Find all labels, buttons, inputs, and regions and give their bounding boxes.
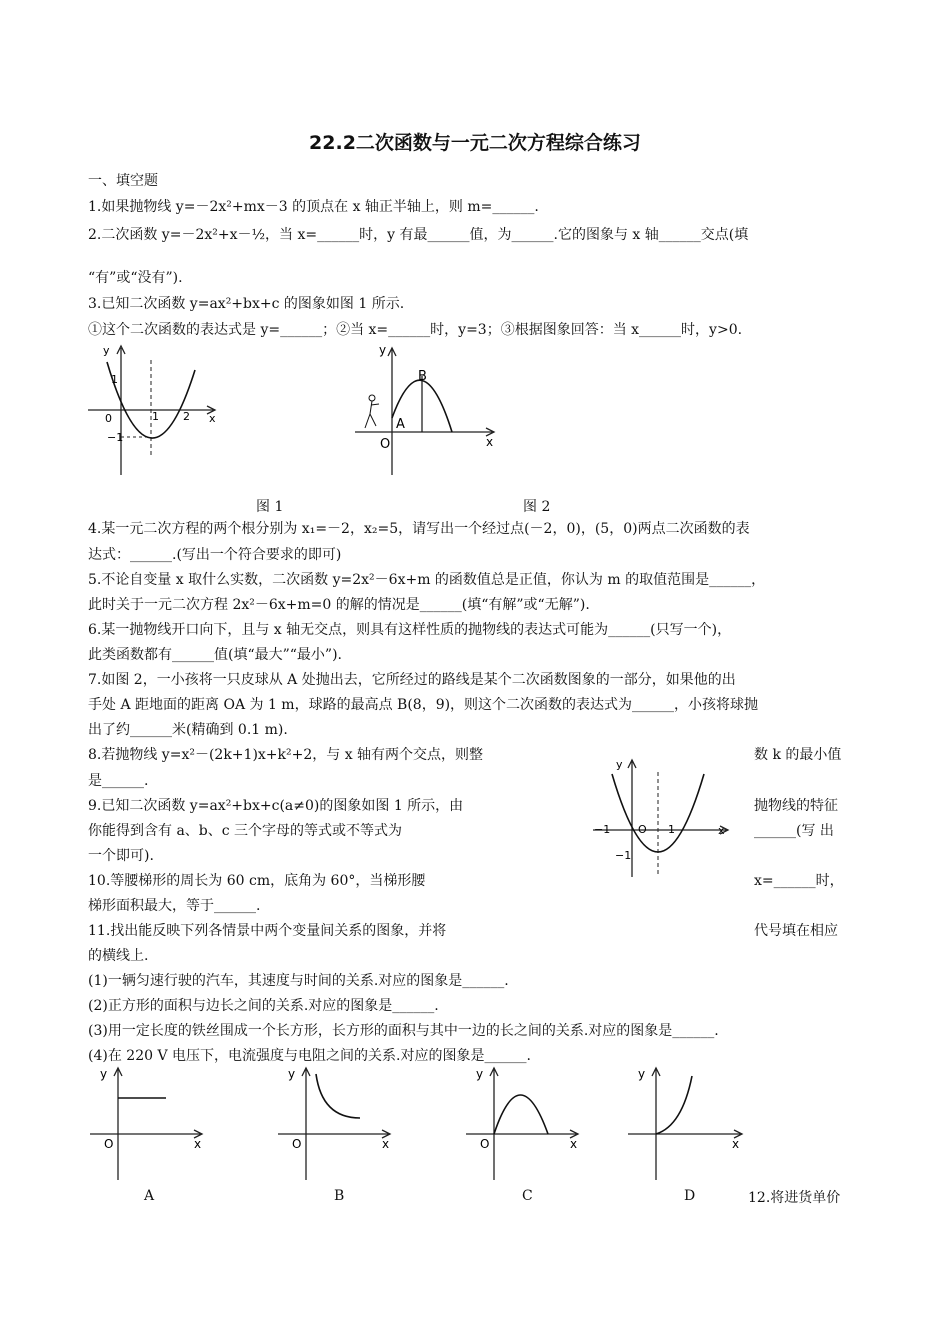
question-11-line-1: 11.找出能反映下列各情景中两个变量间关系的图象，并将 [88, 923, 447, 939]
child-figure-icon [369, 395, 375, 401]
question-9-line-3: 一个即可). [88, 848, 154, 864]
figure-1-graph [85, 340, 225, 480]
question-3-line-2: ①这个二次函数的表达式是 y=______；②当 x=______时，y=3；③根据图象回答：当 x______时，y>0. [88, 322, 743, 338]
fig3-origin: O [638, 823, 647, 836]
graph-c-x: x [570, 1137, 578, 1151]
question-6-line-1: 6.某一抛物线开口向下，且与 x 轴无交点，则具有这样性质的抛物线的表达式可能为______(只写一个)， [88, 622, 732, 638]
fig3-x1: 1 [668, 823, 675, 836]
graph-option-a [88, 1062, 208, 1182]
question-9-line-1: 9.已知二次函数 y=ax²+bx+c(a≠0)的图象如图 1 所示，由 [88, 798, 464, 814]
graph-b-origin: O [292, 1137, 302, 1151]
figure-2-caption: 图 2 [523, 499, 551, 515]
figure-1-caption: 图 1 [256, 499, 284, 515]
graph-c-label: C [522, 1188, 533, 1204]
question-9-line-2: 你能得到含有 a、b、c 三个字母的等式或不等式为 [88, 823, 403, 839]
graph-option-c [464, 1062, 584, 1182]
page-title: 22.2二次函数与一元二次方程综合练习 [309, 132, 641, 154]
fig1-y-label: y [103, 344, 110, 357]
question-4-line-2: 达式：______.(写出一个符合要求的即可) [88, 547, 342, 563]
question-7-line-3: 出了约______米(精确到 0.1 m). [88, 722, 288, 738]
question-4-line-1: 4.某一元二次方程的两个根分别为 x₁=－2，x₂=5，请写出一个经过点(－2，0)，(5，0)两点二次函数的表 [88, 521, 750, 537]
graph-b-y: y [288, 1067, 296, 1081]
question-9-right-2: ______(写 出 [754, 823, 834, 839]
question-11-item-2: (2)正方形的面积与边长之间的关系.对应的图象是______. [88, 998, 439, 1014]
question-11-item-1: (1)一辆匀速行驶的汽车，其速度与时间的关系.对应的图象是______. [88, 973, 509, 989]
question-10-line-1: 10.等腰梯形的周长为 60 cm，底角为 60°，当梯形腰 [88, 873, 426, 889]
fig2-point-a: A [396, 417, 405, 432]
graph-option-d [626, 1062, 750, 1182]
fig3-yneg1: −1 [615, 849, 632, 862]
question-10-line-2: 梯形面积最大，等于______. [88, 898, 261, 914]
graph-option-b [276, 1062, 396, 1182]
graph-c-origin: O [480, 1137, 490, 1151]
fig2-origin: O [380, 437, 391, 452]
fig1-y1: 1 [111, 373, 118, 386]
question-5-line-1: 5.不论自变量 x 取什么实数，二次函数 y=2x²－6x+m 的函数值总是正值，你认为 m 的取值范围是______， [88, 572, 766, 588]
fig3-x-label: x [718, 824, 725, 837]
question-8-line-1: 8.若抛物线 y=x²－(2k+1)x+k²+2，与 x 轴有两个交点，则整 [88, 747, 484, 763]
fig3-xneg1: −1 [594, 823, 611, 836]
question-11-right: 代号填在相应 [754, 923, 838, 939]
graph-a-x: x [194, 1137, 202, 1151]
question-11-line-2: 的横线上. [88, 948, 149, 964]
graph-d-y: y [638, 1067, 646, 1081]
section-heading: 一、填空题 [88, 173, 158, 189]
question-2-line-2: “有”或“没有”). [88, 270, 183, 286]
graph-c-y: y [476, 1067, 484, 1081]
fig1-x-label: x [209, 412, 216, 425]
question-7-line-1: 7.如图 2，一小孩将一只皮球从 A 处抛出去，它所经过的路线是某个二次函数图象的一部分，如果他的出 [88, 672, 736, 688]
fig2-y-label: y [379, 343, 387, 357]
fig2-point-b: B [418, 369, 427, 384]
question-10-right: x=______时， [754, 873, 844, 889]
question-3-line-1: 3.已知二次函数 y=ax²+bx+c 的图象如图 1 所示. [88, 296, 405, 312]
fig2-x-label: x [486, 435, 494, 449]
fig1-x1: 1 [152, 410, 159, 423]
question-2-line-1: 2.二次函数 y=－2x²+x－½，当 x=______时，y 有最______值，为______.它的图象与 x 轴______交点(填 [88, 227, 749, 243]
graph-a-label: A [144, 1188, 155, 1204]
question-8-right: 数 k 的最小值 [754, 747, 842, 763]
graph-d-label: D [684, 1188, 696, 1204]
fig1-origin: 0 [105, 412, 112, 425]
fig3-y-label: y [616, 758, 623, 771]
graph-a-origin: O [104, 1137, 114, 1151]
figure-3-graph [590, 752, 740, 882]
fig1-x2: 2 [183, 410, 190, 423]
question-11-item-3: (3)用一定长度的铁丝围成一个长方形，长方形的面积与其中一边的长之间的关系.对应的图象是______. [88, 1023, 719, 1039]
fig1-yneg1: −1 [107, 431, 124, 444]
question-1: 1.如果抛物线 y=－2x²+mx－3 的顶点在 x 轴正半轴上，则 m=______. [88, 199, 539, 215]
figure-2-graph [352, 340, 502, 480]
question-12-start: 12.将进货单价 [748, 1190, 841, 1206]
question-8-line-2: 是______. [88, 773, 149, 789]
graph-a-y: y [100, 1067, 108, 1081]
question-11-item-4: (4)在 220 V 电压下，电流强度与电阻之间的关系.对应的图象是______. [88, 1048, 531, 1064]
question-6-line-2: 此类函数都有______值(填“最大”“最小”). [88, 647, 343, 663]
question-5-line-2: 此时关于一元二次方程 2x²－6x+m=0 的解的情况是______(填“有解”或“无解”). [88, 597, 590, 613]
question-7-line-2: 手处 A 距地面的距离 OA 为 1 m，球路的最高点 B(8，9)，则这个二次函数的表达式为______，小孩将球抛 [88, 697, 759, 713]
graph-d-x: x [732, 1137, 740, 1151]
question-9-right-1: 抛物线的特征 [754, 798, 838, 814]
graph-b-label: B [334, 1188, 345, 1204]
graph-b-x: x [382, 1137, 390, 1151]
